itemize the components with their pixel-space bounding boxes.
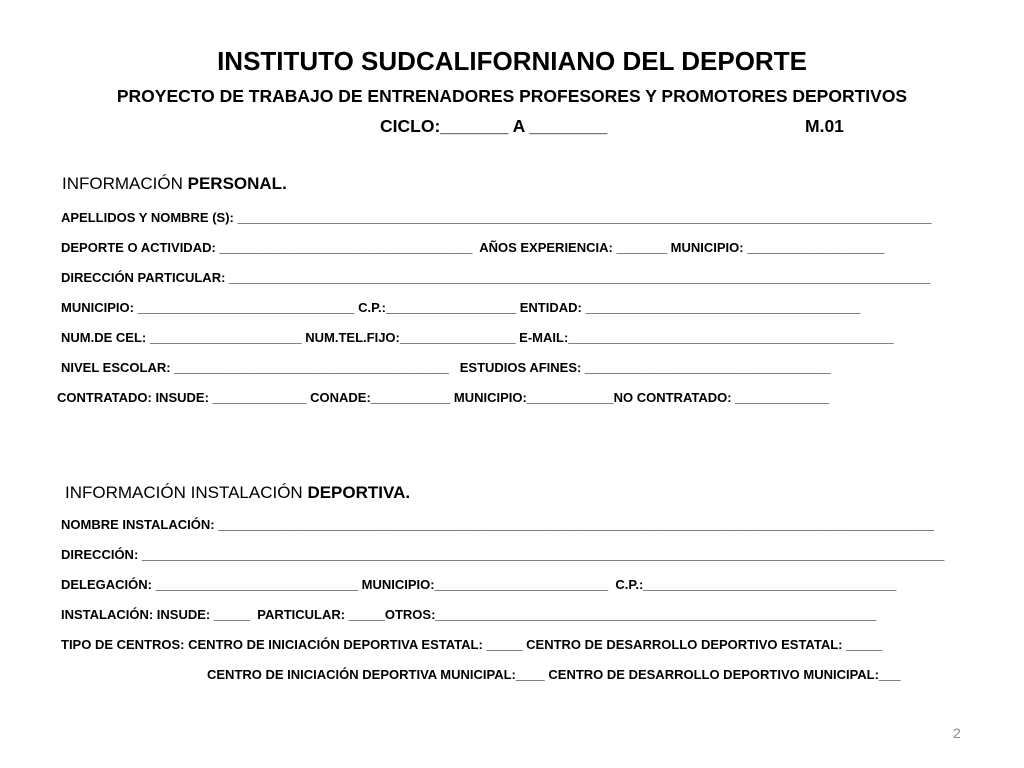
field-municipio-cp-entidad: MUNICIPIO: ______________________________ C.P.:__________________ ENTIDAD: ______________________________________	[61, 300, 861, 315]
field-tipo-centros-municipal: CENTRO DE INICIACIÓN DEPORTIVA MUNICIPAL:____ CENTRO DE DESARROLLO DEPORTIVO MUNICIPAL:___	[207, 667, 901, 682]
installation-heading-emph: DEPORTIVA.	[307, 483, 411, 502]
ciclo-field: CICLO:_______ A ________	[380, 116, 608, 136]
field-contratado: CONTRATADO: INSUDE: _____________ CONADE:___________ MUNICIPIO:____________NO CONTRATADO: _____________	[57, 390, 830, 405]
page-number: 2	[953, 725, 961, 741]
field-apellidos-nombre: APELLIDOS Y NOMBRE (S): ________________________________________________________________________________________________	[61, 210, 932, 225]
field-tipo-instalacion: INSTALACIÓN: INSUDE: _____ PARTICULAR: _____OTROS:_____________________________________________________________	[61, 607, 877, 622]
form-code: M.01	[805, 116, 844, 136]
field-direccion-particular: DIRECCIÓN PARTICULAR: _________________________________________________________________________________________________	[61, 270, 931, 285]
installation-heading-prefix: INFORMACIÓN INSTALACIÓN	[65, 483, 308, 502]
field-deporte-actividad: DEPORTE O ACTIVIDAD: ___________________________________ AÑOS EXPERIENCIA: _______ MUNICIPIO: ___________________	[61, 240, 885, 255]
field-delegacion: DELEGACIÓN: ____________________________ MUNICIPIO:________________________ C.P.:___________________________________	[61, 577, 897, 592]
project-subtitle: PROYECTO DE TRABAJO DE ENTRENADORES PROFESORES Y PROMOTORES DEPORTIVOS	[116, 86, 908, 106]
personal-heading-prefix: INFORMACIÓN	[62, 174, 188, 193]
field-nivel-escolar: NIVEL ESCOLAR: ______________________________________ ESTUDIOS AFINES: __________________________________	[61, 360, 831, 375]
field-direccion: DIRECCIÓN: _______________________________________________________________________________________________________________	[61, 547, 945, 562]
personal-info-heading	[62, 174, 287, 194]
institute-title: INSTITUTO SUDCALIFORNIANO DEL DEPORTE	[217, 46, 807, 76]
field-contacto: NUM.DE CEL: _____________________ NUM.TEL.FIJO:________________ E-MAIL:_____________________________________________	[61, 330, 894, 345]
field-tipo-centros-estatal: TIPO DE CENTROS: CENTRO DE INICIACIÓN DEPORTIVA ESTATAL: _____ CENTRO DE DESARROLLO DEPORTIVO ESTATAL: _____	[61, 637, 883, 652]
personal-heading-emph: PERSONAL.	[187, 174, 287, 193]
field-nombre-instalacion: NOMBRE INSTALACIÓN: ___________________________________________________________________________________________________	[61, 517, 934, 532]
installation-info-heading	[65, 483, 410, 503]
